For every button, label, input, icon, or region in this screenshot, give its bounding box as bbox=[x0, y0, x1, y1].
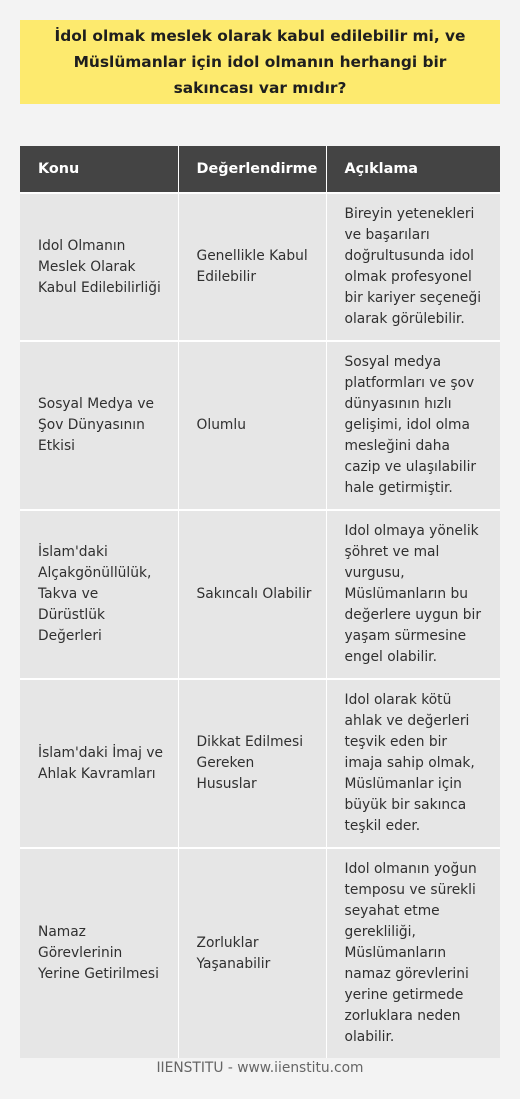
table-row bbox=[20, 341, 500, 510]
cell-topic: Idol Olmanın Meslek Olarak Kabul Edilebilirliği bbox=[20, 193, 178, 341]
column-header-description: Açıklama bbox=[326, 146, 500, 193]
cell-evaluation: Zorluklar Yaşanabilir bbox=[178, 848, 326, 1058]
footer-credit: IIENSTITU - www.iienstitu.com bbox=[156, 1060, 364, 1076]
column-header-evaluation: Değerlendirme bbox=[178, 146, 326, 193]
column-header-topic: Konu bbox=[20, 146, 178, 193]
page-title: İdol olmak meslek olarak kabul edilebilir mi, ve Müslümanlar için idol olmanın herhangi bir sakıncası var mıdır? bbox=[54, 27, 466, 97]
table-row bbox=[20, 193, 500, 341]
cell-evaluation: Dikkat Edilmesi Gereken Hususlar bbox=[178, 679, 326, 848]
table-row bbox=[20, 848, 500, 1058]
cell-topic: İslam'daki İmaj ve Ahlak Kavramları bbox=[20, 679, 178, 848]
comparison-table bbox=[20, 146, 500, 1058]
table-row bbox=[20, 510, 500, 679]
cell-description: Bireyin yetenekleri ve başarıları doğrultusunda idol olmak profesyonel bir kariyer seçeneği olarak görülebilir. bbox=[326, 193, 500, 341]
cell-description: Idol olmaya yönelik şöhret ve mal vurgusu, Müslümanların bu değerlere uygun bir yaşam sürmesine engel olabilir. bbox=[326, 510, 500, 679]
cell-description: Idol olarak kötü ahlak ve değerleri teşvik eden bir imaja sahip olmak, Müslümanlar için büyük bir sakınca teşkil eder. bbox=[326, 679, 500, 848]
table-header-row bbox=[20, 146, 500, 193]
cell-topic: Namaz Görevlerinin Yerine Getirilmesi bbox=[20, 848, 178, 1058]
table-row bbox=[20, 679, 500, 848]
cell-description: Idol olmanın yoğun temposu ve sürekli seyahat etme gerekliliği, Müslümanların namaz görevlerini yerine getirmede zorluklara neden olabilir. bbox=[326, 848, 500, 1058]
cell-topic: Sosyal Medya ve Şov Dünyasının Etkisi bbox=[20, 341, 178, 510]
cell-description: Sosyal medya platformları ve şov dünyasının hızlı gelişimi, idol olma mesleğini daha cazip ve ulaşılabilir hale getirmiştir. bbox=[326, 341, 500, 510]
cell-evaluation: Genellikle Kabul Edilebilir bbox=[178, 193, 326, 341]
cell-topic: İslam'daki Alçakgönüllülük, Takva ve Dürüstlük Değerleri bbox=[20, 510, 178, 679]
cell-evaluation: Sakıncalı Olabilir bbox=[178, 510, 326, 679]
cell-evaluation: Olumlu bbox=[178, 341, 326, 510]
title-banner bbox=[20, 20, 500, 104]
